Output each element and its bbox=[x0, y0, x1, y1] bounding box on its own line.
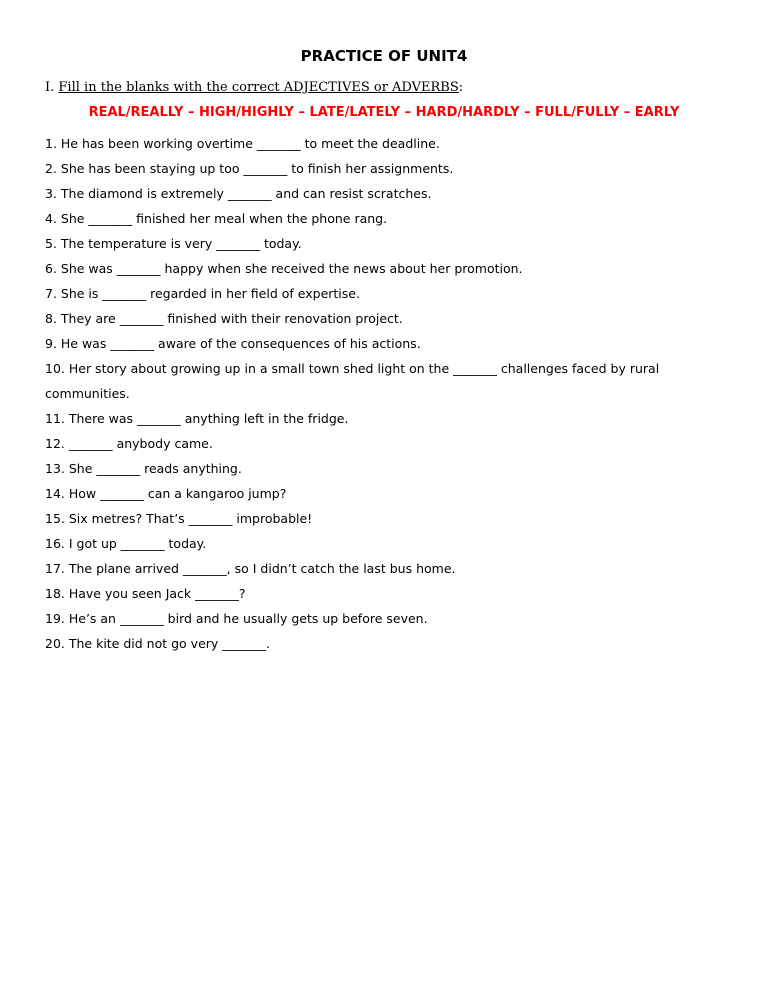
question-item: 15. Six metres? That’s _______ improbable! bbox=[45, 511, 313, 526]
question-item: 10. Her story about growing up in a small town shed light on the _______ challenges faced by rural communities. bbox=[45, 361, 660, 401]
instruction-line bbox=[45, 80, 463, 95]
question-item: 13. She _______ reads anything. bbox=[45, 461, 242, 476]
word-bank: REAL/REALLY – HIGH/HIGHLY – LATE/LATELY – HARD/HARDLY – FULL/FULLY – EARLY bbox=[88, 105, 680, 120]
question-item: 16. I got up _______ today. bbox=[45, 536, 207, 551]
question-item: 6. She was _______ happy when she received the news about her promotion. bbox=[45, 261, 523, 276]
question-item: 7. She is _______ regarded in her field of expertise. bbox=[45, 286, 360, 301]
question-item: 8. They are _______ finished with their renovation project. bbox=[45, 311, 403, 326]
question-item: 20. The kite did not go very _______. bbox=[45, 636, 270, 651]
question-item: 11. There was _______ anything left in the fridge. bbox=[45, 411, 349, 426]
question-item: 2. She has been staying up too _______ to finish her assignments. bbox=[45, 161, 454, 176]
question-item: 12. _______ anybody came. bbox=[45, 436, 213, 451]
question-item: 18. Have you seen Jack _______? bbox=[45, 586, 246, 601]
instruction-text: Fill in the blanks with the correct ADJECTIVES or ADVERBS bbox=[58, 80, 459, 95]
question-item: 9. He was _______ aware of the consequences of his actions. bbox=[45, 336, 421, 351]
question-item: 3. The diamond is extremely _______ and can resist scratches. bbox=[45, 186, 432, 201]
question-item: 5. The temperature is very _______ today. bbox=[45, 236, 302, 251]
question-list bbox=[45, 131, 725, 656]
instruction-prefix: I. bbox=[45, 80, 59, 95]
question-item: 14. How _______ can a kangaroo jump? bbox=[45, 486, 287, 501]
question-item: 19. He’s an _______ bird and he usually gets up before seven. bbox=[45, 611, 428, 626]
page-title: PRACTICE OF UNIT4 bbox=[300, 47, 468, 65]
instruction-suffix: : bbox=[458, 80, 464, 95]
question-item: 1. He has been working overtime _______ to meet the deadline. bbox=[45, 136, 440, 151]
question-item: 17. The plane arrived _______, so I didn’t catch the last bus home. bbox=[45, 561, 456, 576]
question-item: 4. She _______ finished her meal when the phone rang. bbox=[45, 211, 388, 226]
